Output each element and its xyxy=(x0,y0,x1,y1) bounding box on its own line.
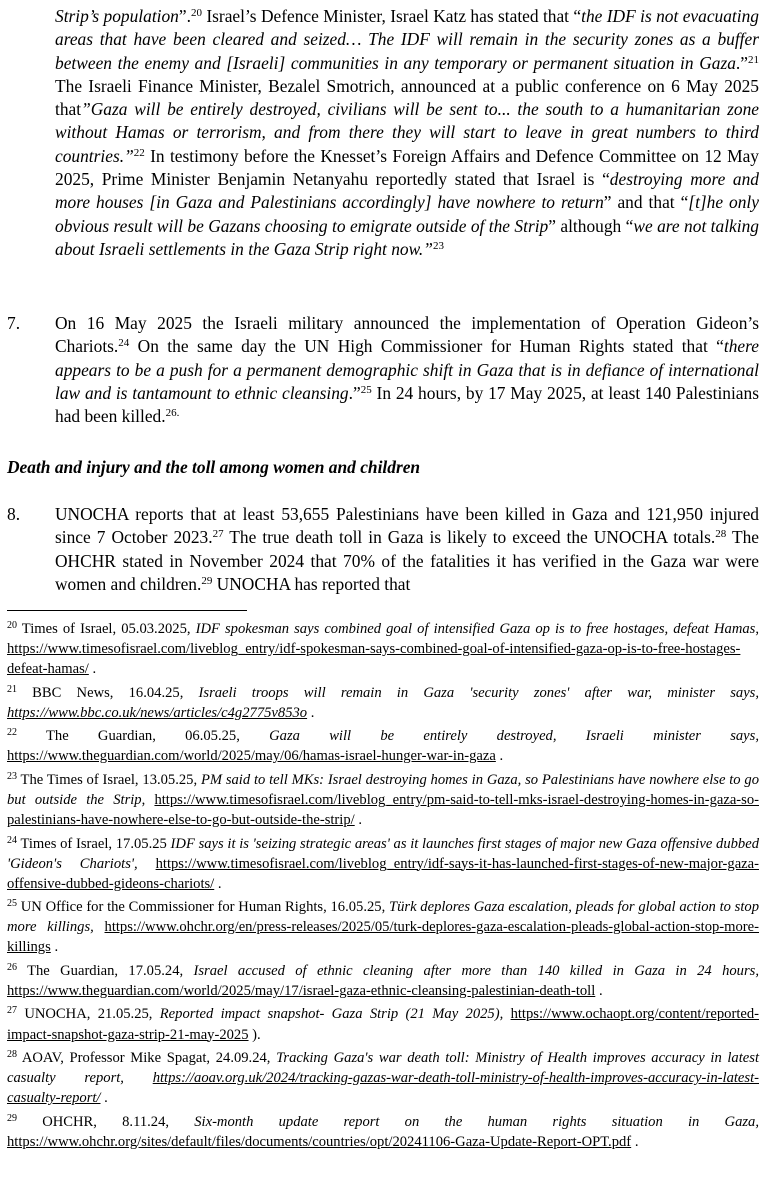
footnote-end: . xyxy=(595,982,603,999)
footnote-title: Six-month update report on the human rights situation in Gaza, xyxy=(194,1113,759,1130)
footnote-title: Türk deplores Gaza escalation, pleads for global action to stop more killings, xyxy=(7,899,760,936)
footnote-title: Gaza will be entirely destroyed, Israeli minister says, xyxy=(269,728,759,745)
footnote-source: The Guardian, 06.05.25, xyxy=(17,728,270,745)
text: .” xyxy=(735,52,748,73)
footnote-link[interactable]: https://www.bbc.co.uk/news/articles/c4g2775v853o xyxy=(7,704,308,721)
footnote-link[interactable]: https://www.ohchr.org/sites/default/files/documents/countries/opt/20241106-Gaza-Update-Report-OPT.pdf xyxy=(7,1133,632,1150)
footnote-source: The Guardian, 17.05.24, xyxy=(17,962,194,979)
text: In 24 hours, by 17 May 2025, at least 140 Palestinians had been killed. xyxy=(55,382,759,427)
footnote-title: Israel accused of ethnic cleaning after more than 140 killed in Gaza in 24 hours, xyxy=(193,962,759,979)
footnote xyxy=(7,1112,759,1152)
quote: destroying more and more houses [in Gaza and Palestinians accordingly] have nowhere to return xyxy=(55,169,759,213)
text: On 16 May 2025 the Israeli military announced the implementation of Operation Gideon’s Chariots. xyxy=(55,313,759,357)
footnote-number: 29 xyxy=(7,1112,17,1124)
footnote-link[interactable]: https://www.theguardian.com/world/2025/may/17/israel-gaza-ethnic-cleansing-palestinian-death-toll xyxy=(7,982,596,999)
footnote-source: OHCHR, 8.11.24, xyxy=(17,1113,195,1130)
footnote-link[interactable]: https://aoav.org.uk/2024/tracking-gazas-war-death-toll-ministry-of-health-improves-accuracy-in-latest-casualty-report/ xyxy=(7,1070,759,1107)
footnote-end: . xyxy=(354,812,362,829)
footnote-link[interactable]: https://www.theguardian.com/world/2025/may/06/hamas-israel-hunger-war-in-gaza xyxy=(7,748,496,765)
footnote-number: 21 xyxy=(7,683,17,695)
footnote-link[interactable]: https://www.timesofisrael.com/liveblog_entry/pm-said-to-tell-mks-israel-destroying-homes-in-gaza-so-palestinians-have-nowhere-else-to-go-but-outside-the-strip/ xyxy=(7,791,759,829)
footnote-source: Times of Israel, 17.05.25 xyxy=(17,835,171,852)
footnote-title: PM said to tell MKs: Israel destroying homes in Gaza, so Palestinians have nowhere else to go but outside the Strip xyxy=(7,771,759,808)
quote: Strip’s population xyxy=(55,6,179,26)
footnote-sep xyxy=(94,919,105,935)
quote: [t]he only obvious result will be Gazans choosing to emigrate outside of the Strip xyxy=(55,192,759,236)
footnote-end: . xyxy=(214,875,222,892)
footnote-source: BBC News, 16.04.25, xyxy=(17,684,199,701)
footnote-source: The Times of Israel, 13.05.25, xyxy=(17,771,201,788)
text: UNOCHA reports that at least 53,655 Palestinians have been killed in Gaza and 121,950 injured since 7 October 2023. xyxy=(55,504,759,548)
quote: ”Gaza will be entirely destroyed, civilians will be sent to... the south to a humanitarian zone without Hamas or terrorism, and from there they will start to leave in great numbers to third countries.” xyxy=(55,99,759,166)
footnote-number: 28 xyxy=(7,1049,17,1060)
footnote xyxy=(7,619,759,679)
quote: we are not talking about Israeli settlements in the Gaza Strip right now.” xyxy=(55,215,759,259)
text: ” and that “ xyxy=(603,192,689,213)
footnote-sep xyxy=(124,1070,153,1086)
footnote-end: ). xyxy=(248,1026,261,1043)
footnote xyxy=(7,683,759,723)
footnote xyxy=(7,770,759,830)
footnote xyxy=(7,1004,759,1044)
quote: there appears to be a push for a permanent demographic shift in Gaza that is in defiance of international law and is tantamount to ethnic cleansing xyxy=(55,336,759,403)
footnote-end: . xyxy=(50,939,59,956)
footnote-source: AOAV, Professor Mike Spagat, 24.09.24, xyxy=(17,1050,277,1066)
footnote-number: 20 xyxy=(7,620,17,631)
paragraph-text xyxy=(55,503,759,596)
text: The true death toll in Gaza is likely to exceed the UNOCHA totals. xyxy=(223,527,716,548)
text: Israel’s Defence Minister, Israel Katz has stated that “ xyxy=(201,6,582,26)
footnote-source: Times of Israel, 05.03.2025, xyxy=(17,621,196,637)
footnote-title: Tracking Gaza's war death toll: Ministry of Health improves accuracy in latest casualty report, xyxy=(7,1050,759,1087)
text: UNOCHA has reported that xyxy=(212,573,411,594)
footnote-sep xyxy=(503,1006,510,1022)
footnote-ref-22[interactable]: 22 xyxy=(133,146,145,159)
footnote xyxy=(7,834,759,894)
section-heading: Death and injury and the toll among women and children xyxy=(7,457,421,477)
quote: the IDF is not evacuating areas that have been cleared and seized… The IDF will remain in the security zones as a buffer between the enemy and [Israeli] communities in any temporary or permanent situation in Gaza xyxy=(55,6,759,73)
footnote xyxy=(7,961,759,1001)
footnote-source: UNOCHA, 21.05.25, xyxy=(17,1006,160,1023)
footnote-source: UN Office for the Commissioner for Human Rights, 16.05.25, xyxy=(17,899,389,916)
footnote-title: IDF says it is 'seizing strategic areas' as it launches first stages of major new Gaza offensive dubbed 'Gideon's Chariots', xyxy=(7,835,759,872)
paragraph-number: 8. xyxy=(7,504,21,524)
footnote-number: 25 xyxy=(7,898,17,910)
footnote-link[interactable]: https://www.ohchr.org/en/press-releases/2025/05/turk-deplores-gaza-escalation-pleads-global-action-stop-more-killings xyxy=(7,919,759,956)
footnote xyxy=(7,726,759,766)
footnote-number: 26 xyxy=(7,961,17,973)
footnote-sep: , xyxy=(141,791,155,808)
text: The Israeli Finance Minister, Bezalel Smotrich, announced at a public conference on 6 May 2025 that xyxy=(55,75,759,120)
footnote-ref-24[interactable]: 24 xyxy=(118,337,130,350)
text: The OHCHR stated in November 2024 that 70% of the fatalities it has verified in the Gaza war were women and children. xyxy=(55,527,759,594)
footnote-ref-20[interactable]: 20 xyxy=(190,7,202,19)
footnote-title: Reported impact snapshot- Gaza Strip (21 May 2025), xyxy=(159,1006,504,1023)
footnote-end: . xyxy=(631,1133,639,1150)
text: On the same day the UN High Commissioner for Human Rights stated that “ xyxy=(129,336,724,357)
footnote-link[interactable]: https://www.timesofisrael.com/liveblog_entry/idf-spokesman-says-combined-goal-of-intensified-gaza-op-is-to-free-hostages-defeat-hamas/ xyxy=(7,641,741,678)
paragraph-text xyxy=(55,312,759,428)
footnote-ref-25[interactable]: 25 xyxy=(360,383,372,396)
footnote-sep: , xyxy=(755,621,759,637)
footnote-title: IDF spokesman says combined goal of intensified Gaza op is to free hostages, defeat Hamas xyxy=(195,621,756,637)
footnote-ref-26[interactable]: 26. xyxy=(165,407,180,420)
footnote-ref-28[interactable]: 28 xyxy=(715,528,727,541)
footnote-ref-21[interactable]: 21 xyxy=(748,53,759,66)
footnote-number: 27 xyxy=(7,1005,17,1017)
footnote-end: . xyxy=(495,748,504,765)
footnote-number: 24 xyxy=(7,834,17,846)
paragraph-6-continuation xyxy=(55,5,759,261)
footnote-ref-29[interactable]: 29 xyxy=(201,574,213,587)
footnote-link[interactable]: https://www.ochaopt.org/content/reported-impact-snapshot-gaza-strip-21-may-2025 xyxy=(7,1006,760,1043)
footnote xyxy=(7,1048,759,1108)
footnote-ref-27[interactable]: 27 xyxy=(212,528,224,541)
footnote-sep xyxy=(138,856,156,872)
footnote-link[interactable]: https://www.timesofisrael.com/liveblog_entry/idf-says-it-has-launched-first-stages-of-new-major-gaza-offensive-dubbed-gideons-chariots/ xyxy=(7,855,759,892)
text: ”. xyxy=(178,6,191,26)
footnote-separator xyxy=(7,610,247,611)
footnote-number: 22 xyxy=(7,727,17,739)
footnote-title: Israeli troops will remain in Gaza 'security zones' after war, minister says, xyxy=(198,684,760,701)
footnote-end: . xyxy=(88,661,97,678)
text: In testimony before the Knesset’s Foreign Affairs and Defence Committee on 12 May 2025, Prime Minister Benjamin Netanyahu reportedly stated that Israel is “ xyxy=(55,145,759,190)
footnote-end: . xyxy=(100,1090,108,1107)
footnote-end: . xyxy=(307,704,315,721)
footnote xyxy=(7,897,759,957)
text: .” xyxy=(348,382,361,403)
footnote-ref-23[interactable]: 23 xyxy=(432,239,444,252)
text: ” although “ xyxy=(548,215,634,236)
footnotes xyxy=(7,619,759,1155)
footnote-number: 23 xyxy=(7,770,17,782)
paragraph-number: 7. xyxy=(7,313,21,333)
